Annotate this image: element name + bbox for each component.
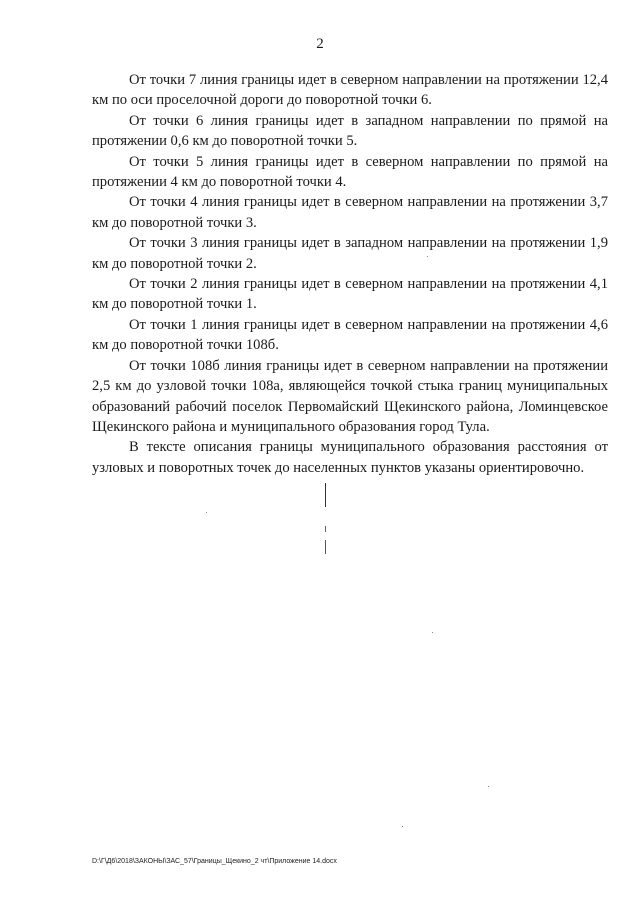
paragraph: От точки 7 линия границы идет в северном направлении на протяжении 12,4 км по оси проселочной дороги до поворотной точки 6. — [92, 72, 608, 109]
scan-mark-line — [325, 483, 326, 507]
scan-mark-dash — [325, 526, 326, 532]
paragraph: В тексте описания границы муниципального образования расстояния от узловых и поворотных точек до населенных пунктов указаны ориентировочно. — [92, 439, 608, 476]
document-body — [92, 70, 608, 478]
paragraph: От точки 1 линия границы идет в северном направлении на протяжении 4,6 км до поворотной точки 108б. — [92, 316, 608, 354]
scan-mark-dash — [325, 540, 326, 554]
scan-speck — [427, 256, 428, 257]
scan-speck — [488, 786, 489, 787]
scan-speck — [206, 512, 207, 513]
page-number: 2 — [316, 36, 324, 52]
paragraph: От точки 4 линия границы идет в северном направлении на протяжении 3,7 км до поворотной точки 3. — [92, 194, 608, 231]
paragraph: От точки 6 линия границы идет в западном направлении по прямой на протяжении 0,6 км до поворотной точки 5. — [92, 112, 608, 150]
paragraph: От точки 2 линия границы идет в северном направлении на протяжении 4,1 км до поворотной точки 1. — [92, 276, 608, 313]
scan-speck — [432, 632, 433, 633]
paragraph: От точки 3 линия границы идет в западном направлении на протяжении 1,9 км до поворотной точки 2. — [92, 235, 608, 272]
footer-file-path: D:\Г\Д6\2018\ЗАКОНЫ\ЗАС_57\Границы_Щекино_2 чт\Приложение 14.docx — [92, 858, 337, 865]
paragraph: От точки 5 линия границы идет в северном направлении по прямой на протяжении 4 км до поворотной точки 4. — [92, 153, 608, 191]
paragraph: От точки 108б линия границы идет в северном направлении на протяжении 2,5 км до узловой точки 108а, являющейся точкой стыка границ муниципальных образований рабочий поселок Первомайский Щекинского района, Ломинцевское Щекинского района и муниципального образования город Тула. — [92, 357, 608, 435]
scan-speck — [402, 826, 403, 827]
